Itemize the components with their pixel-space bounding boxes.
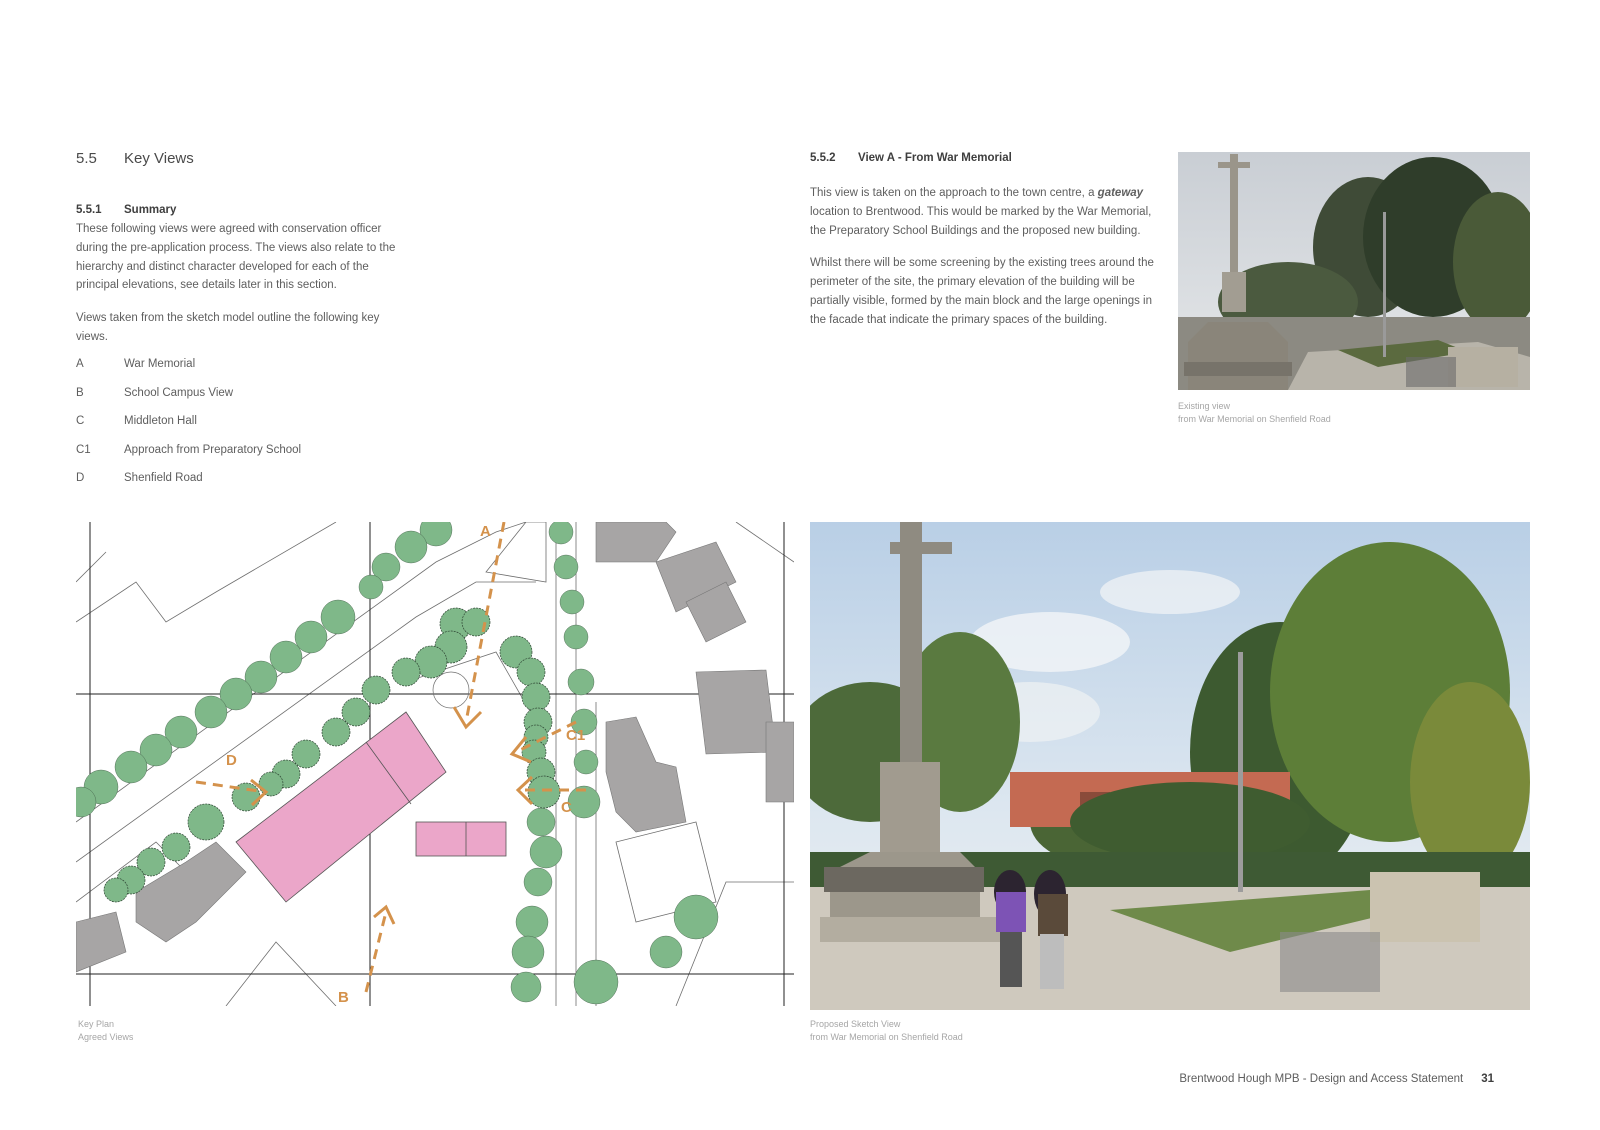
view-a-number: 5.5.2 [810,152,836,164]
list-item [76,387,436,416]
footer-document-title: Brentwood Hough MPB - Design and Access Statement [1179,1073,1464,1085]
plan-label-a: A [480,523,491,540]
view-a-title: View A - From War Memorial [858,152,1012,164]
section-title [76,150,194,167]
caption-line: Agreed Views [78,1032,134,1042]
section-heading: Key Views [124,150,194,167]
existing-view-photo [1178,152,1530,390]
proposed-view-caption [810,1018,963,1044]
view-key: B [76,386,84,399]
caption-line: from War Memorial on Shenfield Road [1178,414,1331,424]
view-label: War Memorial [124,358,196,370]
page-footer [1179,1073,1494,1085]
summary-text [76,220,412,361]
view-label: Approach from Preparatory School [124,443,302,456]
view-key: A [76,358,84,370]
proposed-view-image [810,522,1530,1010]
view-key: D [76,472,85,485]
caption-line: Key Plan [78,1019,115,1029]
view-a-paragraph-2: Whilst there will be some screening by the existing trees around the perimeter of the site, the primary elevation of the building will be partially visible, formed by the main block and the large openings in the facade that indicate the primary spaces of the building. [810,257,1154,326]
view-label: Middleton Hall [124,415,197,428]
caption-line: Proposed Sketch View [810,1019,901,1029]
key-plan-caption [78,1018,133,1044]
view-label: School Campus View [124,386,234,399]
list-item [76,358,436,387]
page-number: 31 [1481,1073,1494,1085]
summary-paragraph-2: Views taken from the sketch model outline the following key views. [76,312,380,343]
plan-label-c1: C1 [566,727,586,744]
existing-view-caption [1178,400,1331,426]
view-a-p1-end: location to Brentwood. This would be marked by the War Memorial, the Preparatory School Buildings and the proposed new building. [810,205,1152,237]
summary-number: 5.5.1 [76,204,102,216]
caption-line: from War Memorial on Shenfield Road [810,1032,963,1042]
list-item [76,444,436,473]
view-key: C [76,415,85,428]
view-label: Shenfield Road [124,472,203,485]
view-a-text [810,184,1162,344]
caption-line: Existing view [1178,401,1231,411]
list-item [76,472,436,501]
view-a-paragraph-1 [810,184,1162,240]
view-a-emphasis: gateway [1097,187,1144,199]
plan-label-c: C [561,799,572,816]
list-item [76,415,436,444]
summary-paragraph-1: These following views were agreed with conservation officer during the pre-application process. The views also relate to the hierarchy and distinct character developed for each of the principal elevations, see details later in this section. [76,223,396,292]
plan-label-b: B [338,989,349,1006]
summary-title: Summary [124,204,177,216]
view-a-p1-start: This view is taken on the approach to the town centre, a [810,187,1098,199]
key-plan [76,522,794,1006]
plan-label-d: D [226,752,237,769]
view-a-subheading [810,152,1012,164]
view-key: C1 [76,443,91,456]
summary-subheading [76,204,176,216]
section-number: 5.5 [76,150,97,167]
views-list [76,358,436,501]
